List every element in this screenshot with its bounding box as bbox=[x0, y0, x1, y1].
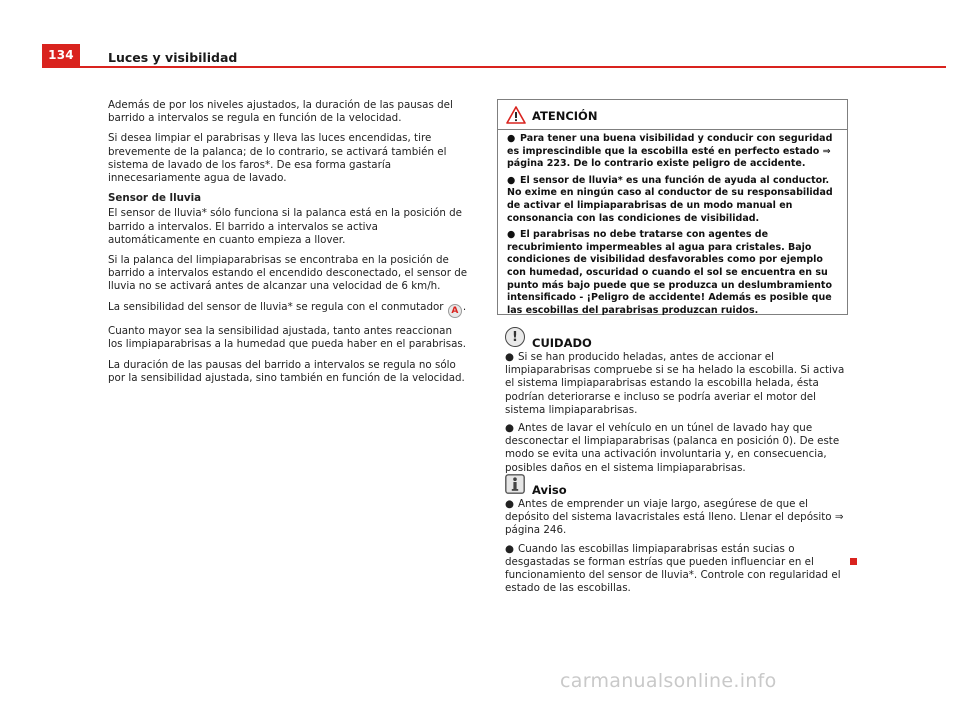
list-item-text: Cuando las escobillas limpiaparabrisas están sucias o desgastadas se forman estrías que pueden influenciar en el funcionamiento del sensor de lluvia*. Controle con regularidad el estado de las escobillas. bbox=[505, 542, 841, 595]
paragraph-text: . bbox=[462, 300, 467, 313]
list-item-text: Para tener una buena visibilidad y conducir con seguridad es imprescindible que la escobilla esté en perfecto estado ⇒ página 223. De lo contrario existe peligro de accidente. bbox=[507, 133, 833, 170]
aviso-header bbox=[505, 474, 850, 498]
warning-triangle-icon bbox=[506, 106, 526, 124]
bullet: ● bbox=[505, 542, 514, 555]
paragraph: Si la palanca del limpiaparabrisas se encontraba en la posición de barrido a intervalos estando el encendido desconectado, el sensor de lluvia no se activará antes de alcanzar una velocidad de 6 km/h. bbox=[108, 254, 468, 293]
list-item bbox=[505, 543, 850, 596]
switch-a-marker: A bbox=[448, 304, 462, 318]
list-item-text: Si se han producido heladas, antes de accionar el limpiaparabrisas compruebe si se ha helado la escobilla. Si activa el sistema limpiaparabrisas estando la escobilla helada, ésta podrían deteriorarse e incluso se podría averiar el motor del sistema limpiaparabrisas. bbox=[505, 351, 845, 416]
warning-box bbox=[497, 99, 848, 315]
subheading-rain-sensor: Sensor de lluvia bbox=[108, 192, 202, 205]
watermark: carmanualsonline.info bbox=[560, 670, 777, 692]
paragraph: Cuanto mayor sea la sensibilidad ajustada, tanto antes reaccionan los limpiaparabrisas a la humedad que pueda haber en el parabrisas. bbox=[108, 325, 467, 351]
bullet: ● bbox=[507, 133, 516, 144]
list-item-text: El parabrisas no debe tratarse con agentes de recubrimiento impermeables al agua para cristales. Bajo condiciones de visibilidad desfavorables como por ejemplo con humedad, oscuridad o cuando el sol se encuentra en su punto más bajo puede que se produzca un deslumbramiento intensificado - ¡Peligro de accidente! Además es posible que las escobillas del parabrisas produzcan ruidos. bbox=[507, 229, 832, 316]
bullet: ● bbox=[505, 422, 514, 435]
bullet: ● bbox=[507, 174, 516, 186]
list-item-text: Antes de lavar el vehículo en un túnel de lavado hay que desconectar el limpiaparabrisas (palanca en posición 0). De este modo se evita una activación involuntaria y, en consecuencia, posibles daños en el sistema limpiaparabrisas. bbox=[505, 422, 840, 474]
end-square-icon bbox=[850, 558, 857, 565]
header-rule bbox=[42, 66, 946, 68]
list-item-text: El sensor de lluvia* es una función de ayuda al conductor. No exime en ningún caso al conductor de su responsabilidad de activar el limpiaparabrisas de un modo manual en consonancia con las condiciones de visibilidad. bbox=[507, 174, 833, 224]
list-item bbox=[505, 422, 850, 475]
info-icon bbox=[505, 474, 525, 494]
list-item-text: Antes de emprender un viaje largo, asegúrese de que el depósito del sistema lavacristales está lleno. Llenar el depósito ⇒ página 246. bbox=[505, 498, 844, 537]
paragraph: La duración de las pausas del barrido a intervalos se regula no sólo por la sensibilidad ajustada, sino también en función de la velocidad. bbox=[108, 358, 465, 384]
left-column bbox=[108, 99, 468, 392]
paragraph: El sensor de lluvia* sólo funciona si la palanca está en la posición de barrido a intervalos. El barrido a intervalos se activa automáticamente en cuanto empieza a llover. bbox=[108, 207, 463, 246]
caution-block bbox=[505, 327, 850, 480]
warning-header bbox=[498, 100, 847, 130]
aviso-block bbox=[505, 474, 850, 600]
list-item bbox=[505, 498, 850, 538]
list-item bbox=[505, 351, 850, 417]
aviso-body bbox=[505, 498, 850, 595]
aviso-title: Aviso bbox=[532, 483, 567, 497]
section-title: Luces y visibilidad bbox=[108, 50, 238, 65]
bullet: ● bbox=[505, 498, 514, 510]
paragraph bbox=[108, 301, 468, 319]
list-item bbox=[507, 229, 839, 317]
list-item bbox=[507, 175, 839, 225]
warning-title: ATENCIÓN bbox=[532, 109, 598, 123]
paragraph: Si desea limpiar el parabrisas y lleva las luces encendidas, tire brevemente de la palanca; de lo contrario, se activará también el sistema de lavado de los faros*. De esa forma gastaría innecesariamente agua de lavado. bbox=[108, 132, 447, 185]
caution-body bbox=[505, 351, 850, 475]
warning-body bbox=[498, 130, 847, 317]
list-item bbox=[507, 133, 839, 171]
paragraph: Además de por los niveles ajustados, la duración de las pausas del barrido a intervalos se regula en función de la velocidad. bbox=[108, 99, 453, 125]
paragraph-text: La sensibilidad del sensor de lluvia* se regula con el conmutador bbox=[108, 300, 447, 313]
bullet: ● bbox=[507, 229, 516, 241]
caution-title: CUIDADO bbox=[532, 336, 592, 350]
page-number: 134 bbox=[42, 44, 80, 66]
bullet: ● bbox=[505, 351, 514, 363]
exclamation-circle-icon: ! bbox=[505, 327, 525, 347]
caution-header bbox=[505, 327, 850, 351]
